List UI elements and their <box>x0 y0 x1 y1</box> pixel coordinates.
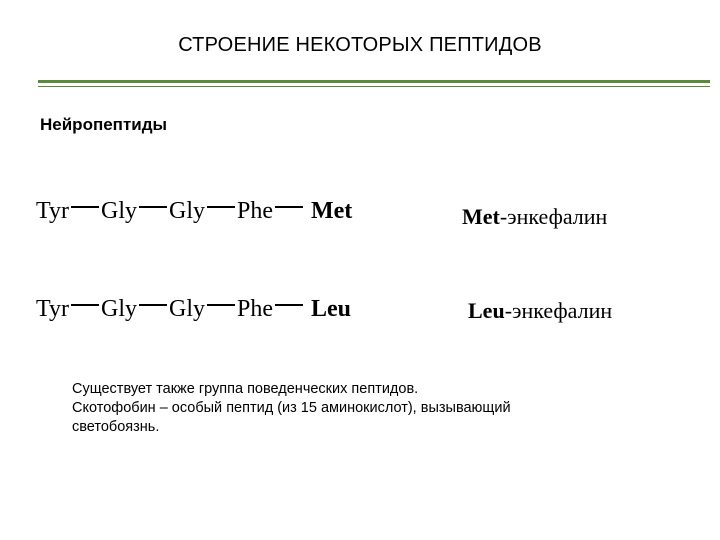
peptide-bond <box>71 304 99 306</box>
residue: Tyr <box>36 198 69 224</box>
peptide-bond <box>275 304 303 306</box>
note-line: светобоязнь. <box>72 419 160 435</box>
residue: Gly <box>100 198 137 224</box>
peptide-name-suffix: -энкефалин <box>504 298 613 323</box>
note-line: Скотофобин – особый пептид (из 15 аминокислот), вызывающий <box>72 400 511 416</box>
title-divider-thin <box>38 86 710 87</box>
peptide-sequence-leu <box>36 296 351 323</box>
page-title: СТРОЕНИЕ НЕКОТОРЫХ ПЕПТИДОВ <box>178 34 542 56</box>
peptide-name-prefix: Met <box>462 204 500 229</box>
residue: Gly <box>168 198 205 224</box>
peptide-name-leu <box>468 298 612 324</box>
residue: Phe <box>236 198 273 224</box>
peptide-bond <box>139 304 167 306</box>
peptide-bond <box>71 206 99 208</box>
peptide-name-prefix: Leu <box>468 298 505 323</box>
residue-terminal: Met <box>310 198 353 224</box>
peptide-sequence-met <box>36 198 352 225</box>
peptide-bond <box>207 304 235 306</box>
residue: Gly <box>168 296 205 322</box>
peptide-name-met <box>462 204 607 230</box>
residue: Tyr <box>36 296 69 322</box>
note-line: Существует также группа поведенческих пептидов. <box>72 381 419 397</box>
peptide-bond <box>139 206 167 208</box>
peptide-bond <box>207 206 235 208</box>
residue: Phe <box>236 296 273 322</box>
section-heading: Нейропептиды <box>40 115 168 134</box>
residue-terminal: Leu <box>310 296 351 322</box>
note-paragraph <box>72 380 652 437</box>
peptide-bond <box>275 206 303 208</box>
residue: Gly <box>100 296 137 322</box>
peptide-name-suffix: -энкефалин <box>499 204 608 229</box>
title-divider-thick <box>38 80 710 83</box>
